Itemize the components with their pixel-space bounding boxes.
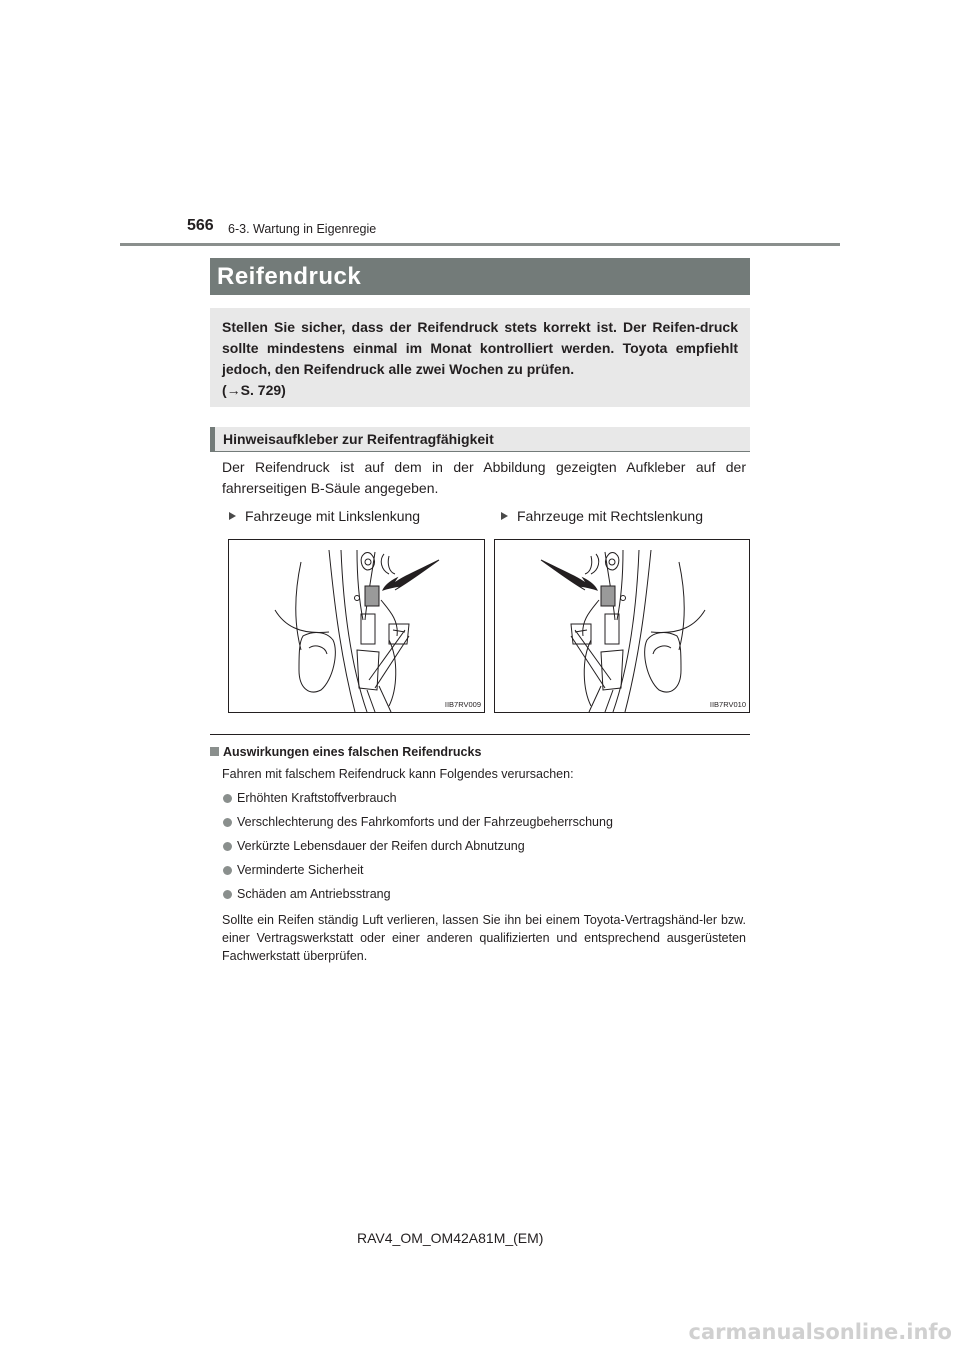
intro-body: Stellen Sie sicher, dass der Reifendruck stets korrekt ist. Der Reifen-druck sollte mindestens einmal im Monat kontrolliert werden. Toyota empfiehlt jedoch, den Reifendruck alle zwei Wochen zu prüfen. [222, 319, 738, 377]
bullet-dot-icon [223, 818, 232, 827]
figure-code-left: IIB7RV009 [444, 700, 481, 709]
figure-code-right: IIB7RV010 [709, 700, 746, 709]
intro-box [210, 308, 750, 407]
footer-doc-code: RAV4_OM_OM42A81M_(EM) [357, 1230, 544, 1246]
list-item: Verkürzte Lebensdauer der Reifen durch Abnutzung [223, 839, 525, 853]
intro-reference: (→S. 729) [222, 382, 286, 398]
intro-text [222, 317, 738, 401]
square-bullet-icon [210, 747, 219, 756]
list-item: Schäden am Antriebsstrang [223, 887, 391, 901]
subsection-heading-bar [210, 427, 750, 451]
watermark: carmanualsonline.info [688, 1320, 952, 1344]
subsection-text: Der Reifendruck ist auf dem in der Abbildung gezeigten Aufkleber auf der fahrerseitigen B-Säule angegeben. [222, 459, 746, 496]
header-rule [120, 243, 840, 246]
section-label: 6-3. Wartung in Eigenregie [228, 222, 377, 236]
list-item: Verschlechterung des Fahrkomforts und der Fahrzeugbeherrschung [223, 815, 613, 829]
list-item: Erhöhten Kraftstoffverbrauch [223, 791, 397, 805]
page-number: 566 [187, 217, 214, 234]
bullet-dot-icon [223, 842, 232, 851]
page-title: Reifendruck [217, 263, 362, 290]
figure-rhd-illustration [494, 539, 750, 713]
figure-caption-left-text: Fahrzeuge mit Linkslenkung [245, 508, 421, 524]
subsection-rule [210, 451, 750, 452]
figure-caption-right [501, 508, 703, 524]
title-bar [210, 258, 750, 295]
list-item: Verminderte Sicherheit [223, 863, 363, 877]
triangle-right-icon [501, 512, 508, 520]
effects-intro: Fahren mit falschem Reifendruck kann Folgendes verursachen: [222, 767, 574, 781]
section-divider [210, 734, 750, 735]
b-pillar-rhd-drawing [495, 540, 751, 714]
figure-caption-right-text: Fahrzeuge mit Rechtslenkung [517, 508, 703, 524]
effects-heading [210, 745, 481, 759]
subsection-title: Hinweisaufkleber zur Reifentragfähigkeit [223, 431, 494, 447]
bullet-dot-icon [223, 890, 232, 899]
effects-heading-text: Auswirkungen eines falschen Reifendrucks [223, 745, 482, 759]
effects-closing: Sollte ein Reifen ständig Luft verlieren, lassen Sie ihn bei einem Toyota-Vertragshänd-ler bzw. einer Vertragswerkstatt oder einer anderen qualifizierten und entsprechend ausgerüsteten Fachwerkstatt überprüfen. [222, 913, 746, 963]
bullet-dot-icon [223, 794, 232, 803]
figure-lhd-illustration [228, 539, 485, 713]
figure-caption-left [229, 508, 420, 524]
triangle-right-icon [229, 512, 236, 520]
bullet-dot-icon [223, 866, 232, 875]
b-pillar-lhd-drawing [229, 540, 486, 714]
